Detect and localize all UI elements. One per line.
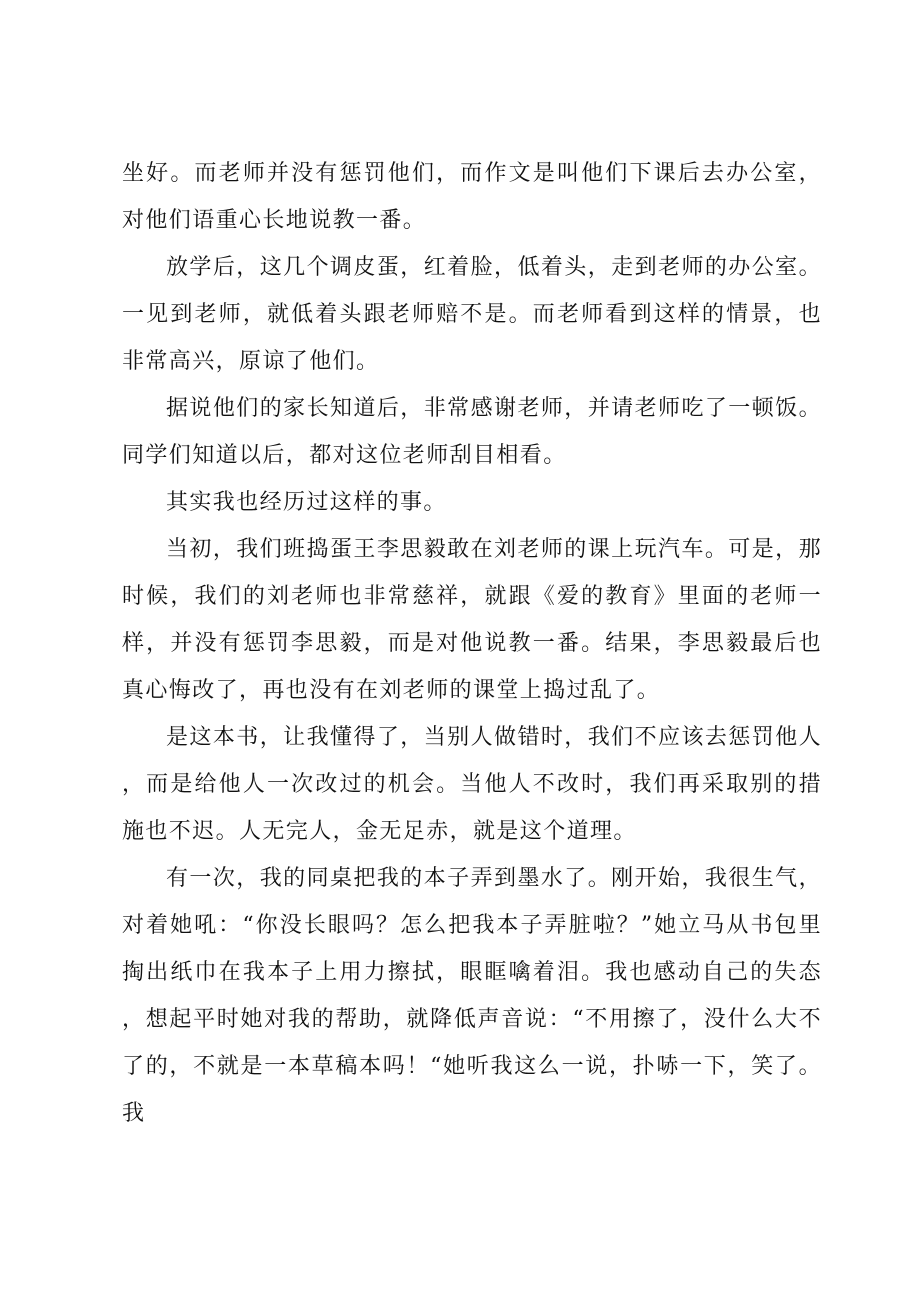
paragraph: 有一次，我的同桌把我的本子弄到墨水了。刚开始，我很生气，对着她吼：“你没长眼吗？怎么把我本子弄脏啦？”她立马从书包里掏出纸巾在我本子上用力擦拭，眼眶噙着泪。我也感动自己的失态，想起平时她对我的帮助，就降低声音说：“不用擦了，没什么大不了的，不就是一本草稿本吗！“她听我这么一说，扑哧一下，笑了。我 bbox=[122, 866, 822, 1126]
paragraph: 是这本书，让我懂得了，当别人做错时，我们不应该去惩罚他人，而是给他人一次改过的机会。当他人不改时，我们再采取别的措施也不迟。人无完人，金无足赤，就是这个道理。 bbox=[122, 725, 822, 844]
paragraph: 坐好。而老师并没有惩罚他们，而作文是叫他们下课后去办公室，对他们语重心长地说教一番。 bbox=[122, 161, 822, 233]
paragraph: 放学后，这几个调皮蛋，红着脸，低着头，走到老师的办公室。一见到老师，就低着头跟老师赔不是。而老师看到这样的情景，也非常高兴，原谅了他们。 bbox=[122, 255, 822, 374]
paragraph: 其实我也经历过这样的事。 bbox=[166, 490, 447, 515]
paragraph: 当初，我们班捣蛋王李思毅敢在刘老师的课上玩汽车。可是，那时候，我们的刘老师也非常慈祥，就跟《爱的教育》里面的老师一样，并没有惩罚李思毅，而是对他说教一番。结果，李思毅最后也真心悔改了，再也没有在刘老师的课堂上捣过乱了。 bbox=[122, 537, 822, 703]
paragraph: 据说他们的家长知道后，非常感谢老师，并请老师吃了一顿饭。同学们知道以后，都对这位老师刮目相看。 bbox=[122, 396, 822, 468]
document-body bbox=[122, 150, 822, 1137]
